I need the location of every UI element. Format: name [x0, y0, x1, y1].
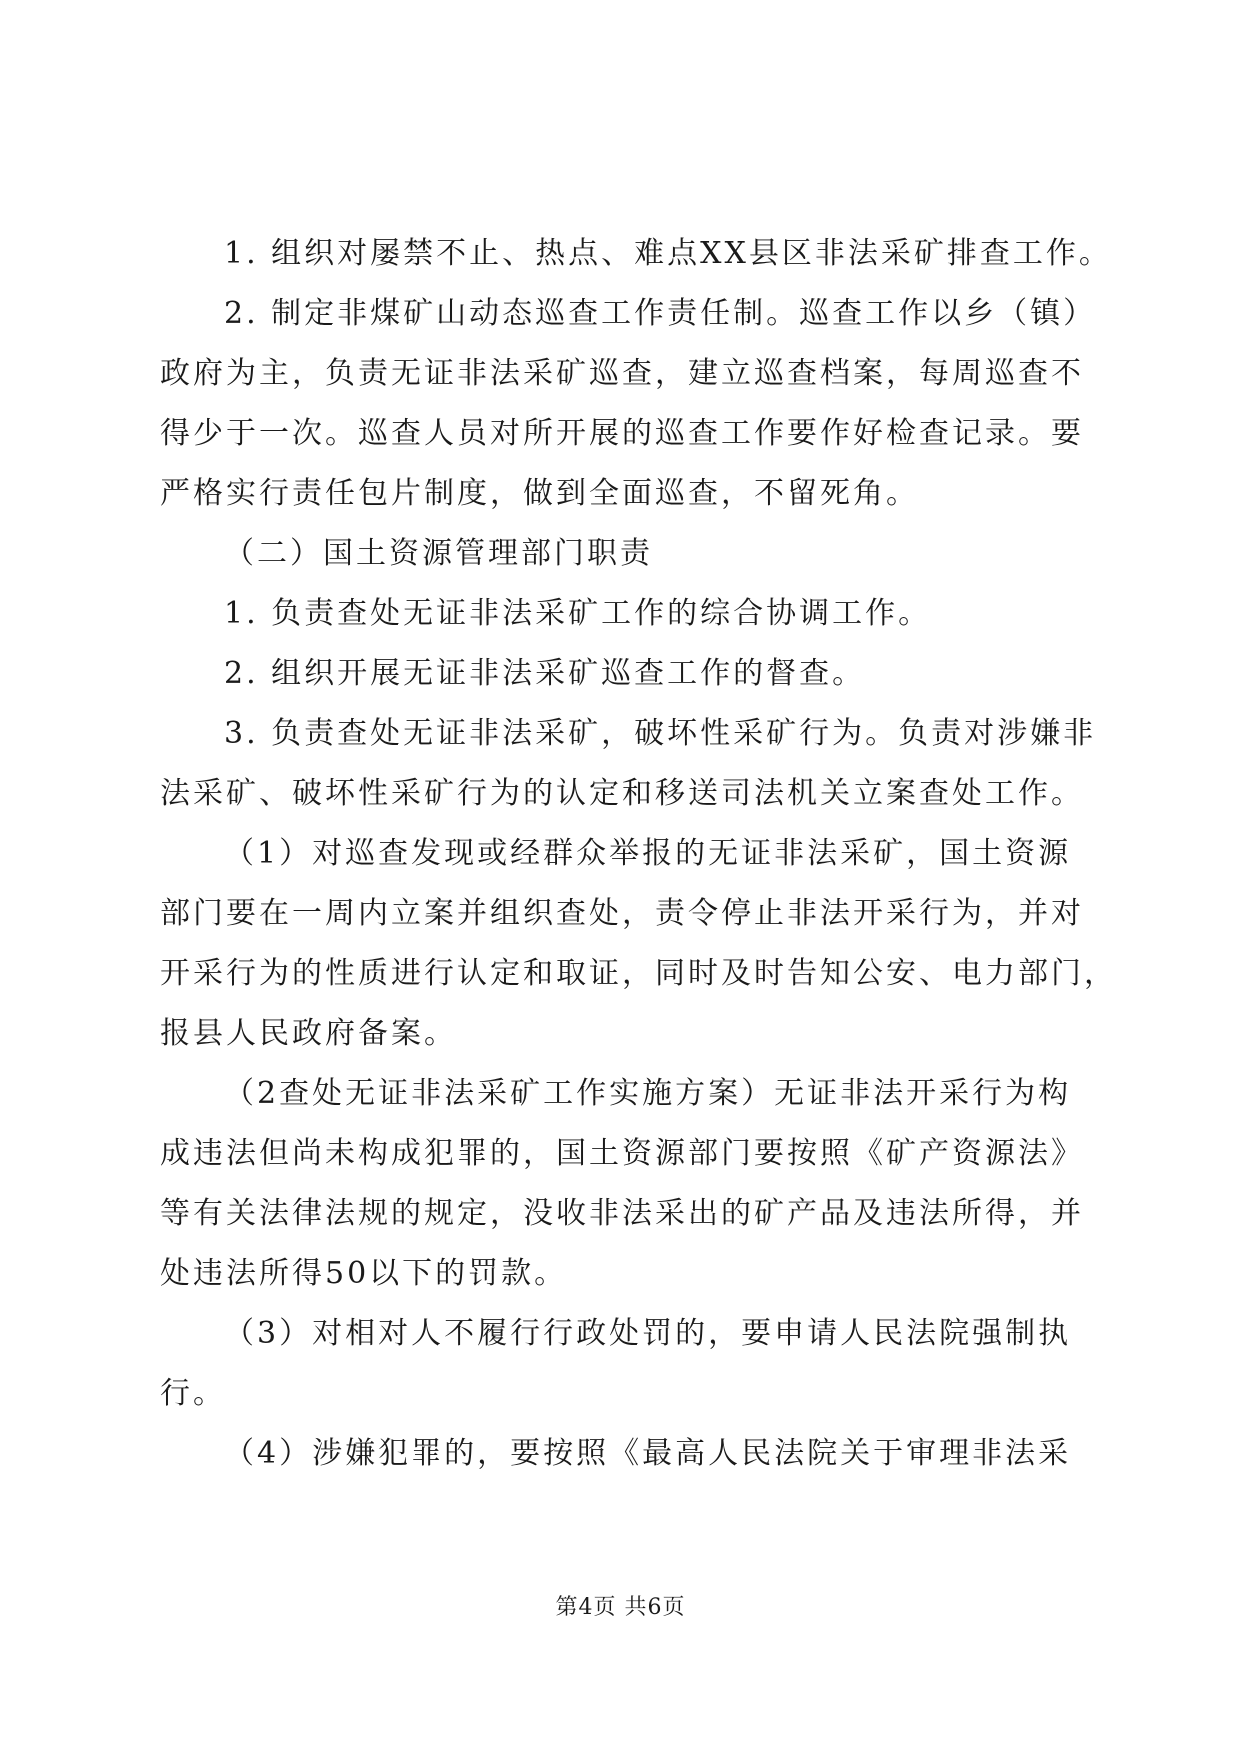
text-line-16: 成违法但尚未构成犯罪的，国土资源部门要按照《矿产资源法》: [160, 1136, 1084, 1171]
text-line-4: 得少于一次。巡查人员对所开展的巡查工作要作好检查记录。要: [160, 416, 1084, 451]
text-line-17: 等有关法律法规的规定，没收非法采出的矿产品及违法所得，并: [160, 1196, 1084, 1231]
page-number-label: 第4页 共6页: [555, 1595, 686, 1620]
text-line-3: 政府为主，负责无证非法采矿巡查，建立巡查档案，每周巡查不: [160, 356, 1084, 391]
text-line-8: 2. 组织开展无证非法采矿巡查工作的督查。: [224, 656, 866, 691]
text-line-2: 2. 制定非煤矿山动态巡查工作责任制。巡查工作以乡（镇）: [224, 296, 1097, 331]
document-body: [160, 224, 1117, 1484]
text-line-9: 3. 负责查处无证非法采矿，破坏性采矿行为。负责对涉嫌非: [224, 716, 1097, 751]
text-line-14: 报县人民政府备案。: [160, 1016, 457, 1051]
text-line-13: 开采行为的性质进行认定和取证，同时及时告知公安、电力部门，: [160, 956, 1117, 991]
text-line-1: 1. 组织对屡禁不止、热点、难点XX县区非法采矿排查工作。: [224, 236, 1112, 271]
text-line-11: （1）对巡查发现或经群众举报的无证非法采矿，国土资源: [224, 836, 1072, 871]
text-line-19: （3）对相对人不履行行政处罚的，要申请人民法院强制执: [224, 1316, 1072, 1351]
text-line-18: 处违法所得50以下的罚款。: [160, 1256, 568, 1291]
text-line-15: （2查处无证非法采矿工作实施方案）无证非法开采行为构: [224, 1076, 1072, 1111]
text-line-20: 行。: [160, 1376, 226, 1411]
text-line-21: （4）涉嫌犯罪的，要按照《最高人民法院关于审理非法采: [224, 1436, 1072, 1471]
section-heading-2: （二）国土资源管理部门职责: [224, 536, 653, 571]
text-line-5: 严格实行责任包片制度，做到全面巡查，不留死角。: [160, 476, 919, 511]
text-line-12: 部门要在一周内立案并组织查处，责令停止非法开采行为，并对: [160, 896, 1084, 931]
text-line-10: 法采矿、破坏性采矿行为的认定和移送司法机关立案查处工作。: [160, 776, 1084, 811]
text-line-7: 1. 负责查处无证非法采矿工作的综合协调工作。: [224, 596, 932, 631]
page-number-footer: [0, 1593, 1241, 1623]
